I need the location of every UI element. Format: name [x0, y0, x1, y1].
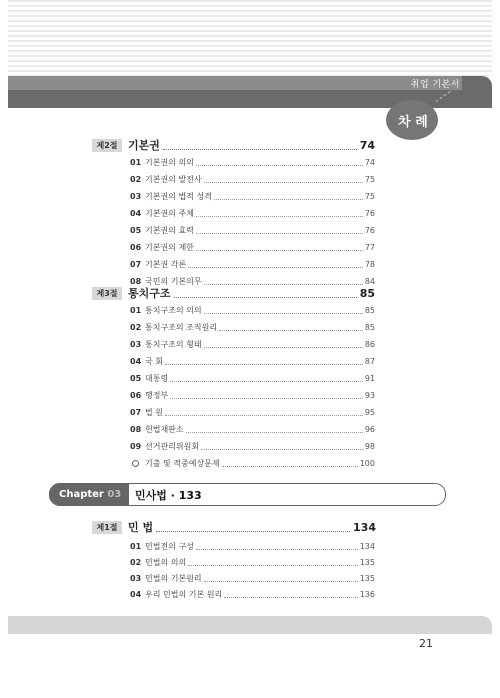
item-page: 85	[364, 306, 375, 315]
item-number: 02	[130, 558, 142, 567]
item-page: 98	[364, 442, 375, 451]
toc-item-exercises[interactable]	[130, 458, 375, 469]
item-title: 대통령	[145, 374, 169, 383]
toc-item[interactable]	[130, 573, 375, 584]
section-page: 134	[353, 520, 376, 534]
section-title: 기본권	[128, 139, 160, 152]
item-number: 07	[130, 408, 142, 417]
leader-dots	[204, 278, 363, 285]
item-title: 기본권의 의의	[145, 158, 194, 167]
leader-dots	[188, 559, 358, 566]
leader-dots	[201, 443, 363, 450]
item-title: 선거관리위원회	[145, 442, 200, 451]
item-page: 75	[364, 175, 375, 184]
chapter-title[interactable]: 민사법 · 133	[135, 489, 202, 502]
item-title: 민법의 의의	[145, 558, 187, 567]
item-page: 84	[364, 277, 375, 286]
leader-dots	[224, 591, 358, 598]
item-page: 86	[364, 340, 375, 349]
section-title: 통치구조	[128, 287, 171, 300]
item-number: 03	[130, 574, 142, 583]
leader-dots	[165, 358, 363, 365]
leader-dots	[222, 460, 358, 467]
item-page: 95	[364, 408, 375, 417]
leader-dots	[196, 210, 363, 217]
chapter-label: Chapter	[59, 489, 104, 500]
leader-dots	[196, 227, 363, 234]
item-number: 03	[130, 192, 142, 201]
item-title: 기출 및 적중예상문제	[145, 459, 220, 468]
footer-corner	[462, 616, 492, 634]
item-title: 기본권의 효력	[145, 226, 194, 235]
item-title: 기본권의 법적 성격	[145, 192, 212, 201]
section-page: 85	[359, 286, 375, 300]
item-title: 민법의 기본원리	[145, 574, 202, 583]
item-number: 01	[130, 158, 142, 167]
toc-item[interactable]	[130, 174, 375, 185]
item-title: 기본권 각론	[145, 260, 187, 269]
item-page: 136	[359, 590, 375, 599]
section-heading[interactable]	[92, 285, 375, 301]
leader-dots	[219, 324, 363, 331]
section-badge: 제1절	[92, 521, 122, 534]
item-number: 04	[130, 209, 142, 218]
item-number: 05	[130, 374, 142, 383]
item-page: 85	[364, 323, 375, 332]
item-number: 08	[130, 425, 142, 434]
item-title: 법 원	[145, 408, 163, 417]
item-number: 06	[130, 391, 142, 400]
leader-dots	[204, 176, 363, 183]
section-page: 74	[359, 138, 375, 152]
item-page: 93	[364, 391, 375, 400]
toc-badge	[386, 100, 438, 140]
toc-item[interactable]	[130, 242, 375, 253]
item-number: 09	[130, 442, 142, 451]
section-title: 민 법	[128, 521, 154, 534]
item-number: 02	[130, 175, 142, 184]
toc-item[interactable]	[130, 441, 375, 452]
item-page: 78	[364, 260, 375, 269]
footer-bar	[8, 616, 462, 634]
item-number: 04	[130, 590, 142, 599]
item-title: 우리 민법의 기본 원리	[145, 590, 223, 599]
book-label: 취업 기본서	[410, 80, 460, 90]
item-title: 헌법재판소	[145, 425, 184, 434]
item-number: 04	[130, 357, 142, 366]
toc-item[interactable]	[130, 208, 375, 219]
toc-item[interactable]	[130, 541, 375, 552]
item-page: 87	[364, 357, 375, 366]
item-number: 01	[130, 306, 142, 315]
item-page: 135	[359, 574, 375, 583]
leader-dots	[196, 543, 358, 550]
toc-item[interactable]	[130, 305, 375, 316]
item-number: 06	[130, 243, 142, 252]
item-number: 02	[130, 323, 142, 332]
toc-item[interactable]	[130, 356, 375, 367]
toc-item[interactable]	[130, 157, 375, 168]
item-title: 국민의 기본의무	[145, 277, 202, 286]
chapter-number: 03	[107, 489, 122, 500]
toc-item[interactable]	[130, 390, 375, 401]
toc-item[interactable]	[130, 557, 375, 568]
header-corner	[462, 76, 492, 90]
item-number: 03	[130, 340, 142, 349]
item-page: 74	[364, 158, 375, 167]
item-number: 05	[130, 226, 142, 235]
toc-label: 차 례	[398, 114, 428, 130]
item-page: 75	[364, 192, 375, 201]
item-page: 77	[364, 243, 375, 252]
leader-dots	[214, 193, 363, 200]
item-title: 기본권의 발전사	[145, 175, 202, 184]
leader-dots	[204, 341, 363, 348]
toc-item[interactable]	[130, 259, 375, 270]
item-number: 01	[130, 542, 142, 551]
toc-item[interactable]	[130, 191, 375, 202]
toc-item[interactable]	[130, 373, 375, 384]
section-badge: 제3절	[92, 287, 122, 300]
leader-dots	[170, 392, 363, 399]
leader-dots	[188, 261, 363, 268]
toc-item[interactable]	[130, 339, 375, 350]
page-number: 21	[419, 637, 433, 650]
leader-dots	[163, 141, 357, 150]
leader-dots	[204, 307, 363, 314]
leader-dots	[196, 159, 363, 166]
leader-dots	[186, 426, 363, 433]
section-badge: 제2절	[92, 139, 122, 152]
leader-dots	[170, 375, 363, 382]
chapter-tab	[49, 483, 129, 506]
circle-bullet-icon	[132, 460, 139, 467]
item-title: 기본권의 주체	[145, 209, 194, 218]
header-bar	[8, 76, 462, 90]
item-title: 기본권의 제한	[145, 243, 194, 252]
item-page: 134	[359, 542, 375, 551]
leader-dots	[196, 244, 363, 251]
item-number: 07	[130, 260, 142, 269]
item-page: 100	[359, 459, 375, 468]
item-page: 135	[359, 558, 375, 567]
toc-item[interactable]	[130, 225, 375, 236]
header-decoration	[8, 0, 492, 76]
item-page: 96	[364, 425, 375, 434]
item-title: 국 회	[145, 357, 163, 366]
item-title: 행정부	[145, 391, 169, 400]
leader-dots	[156, 523, 350, 532]
toc-item[interactable]	[130, 424, 375, 435]
section-heading[interactable]	[92, 519, 376, 535]
item-title: 통치구조의 형태	[145, 340, 202, 349]
item-number: 08	[130, 277, 142, 286]
section-heading[interactable]	[92, 137, 375, 153]
toc-item[interactable]	[130, 407, 375, 418]
toc-item[interactable]	[130, 322, 375, 333]
item-title: 통치구조의 조직원리	[145, 323, 218, 332]
item-page: 91	[364, 374, 375, 383]
item-title: 통치구조의 의의	[145, 306, 202, 315]
leader-dots	[174, 289, 357, 298]
toc-item[interactable]	[130, 589, 375, 600]
item-page: 76	[364, 209, 375, 218]
item-page: 76	[364, 226, 375, 235]
leader-dots	[165, 409, 363, 416]
item-title: 민법전의 구성	[145, 542, 194, 551]
leader-dots	[204, 575, 358, 582]
